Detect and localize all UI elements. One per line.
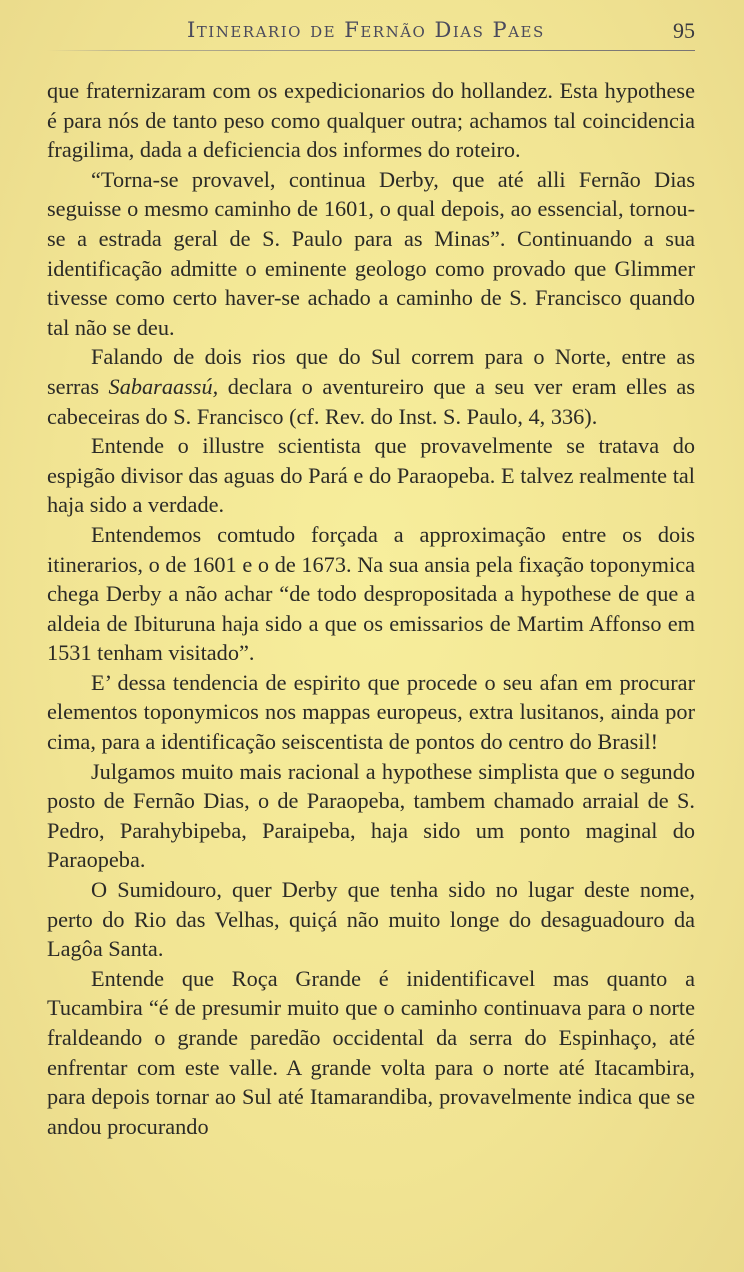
running-head <box>47 14 695 54</box>
paragraph: E’ dessa tendencia de espirito que procede o seu afan em procurar elementos toponymicos nos mappas europeus, extra lusitanos, ainda por cima, para a identificação seiscentista de pontos do centro do Brasil! <box>47 669 695 755</box>
paragraph: Entende que Roça Grande é inidentificavel mas quanto a Tucambira “é de presumir muito que o caminho continuava para o norte fraldeando o grande paredão occidental da serra do Espinhaço, até enfrentar com este valle. A grande volta para o norte até Itacambira, para depois tornar ao Sul até Itamarandiba, provavelmente indica que se andou procurando <box>47 965 695 1139</box>
book-page <box>47 0 695 1272</box>
running-title: Itinerario de Fernão Dias Paes <box>187 18 545 42</box>
italic-term: Sabaraassú, <box>108 373 219 399</box>
paragraph: que fraternizaram com os expedicionarios do hollandez. Esta hypothese é para nós de tanto peso como qualquer outra; achamos tal coincidencia fragilima, dada a deficiencia dos informes do roteiro. <box>47 78 695 163</box>
body-text <box>47 76 695 1141</box>
page-number: 95 <box>673 18 695 43</box>
paragraph: Julgamos muito mais racional a hypothese simplista que o segundo posto de Fernão Dias, o de Paraopeba, tambem chamado arraial de S. Pedro, Parahybipeba, Paraipeba, haja sido um ponto maginal do Paraopeba. <box>47 758 695 873</box>
paragraph: O Sumidouro, quer Derby que tenha sido no lugar deste nome, perto do Rio das Velhas, quiçá não muito longe do desaguadouro da Lagôa Santa. <box>47 877 695 962</box>
paragraph: Falando de dois rios que do Sul correm para o Norte, entre as serras Sabaraassú, declara o aventureiro que a seu ver eram elles as cabeceiras do S. Francisco (cf. Rev. do Inst. S. Paulo, 4, 336). <box>47 344 695 429</box>
paragraph: Entendemos comtudo forçada a approximação entre os dois itinerarios, o de 1601 e o de 1673. Na sua ansia pela fixação toponymica chega Derby a não achar “de todo despropositada a hypothese de que a aldeia de Ibituruna haja sido a que os emissarios de Martim Affonso em 1531 tenham visitado”. <box>47 521 695 666</box>
paragraph: “Torna-se provavel, continua Derby, que até alli Fernão Dias seguisse o mesmo caminho de 1601, o qual depois, ao essencial, tornou-se a estrada geral de S. Paulo para as Minas”. Continuando a sua identificação admitte o eminente geologo como provado que Glimmer tivesse como certo haver-se achado a caminho de S. Francisco quando tal não se deu. <box>47 166 695 340</box>
header-rule <box>47 50 695 51</box>
paragraph: Entende o illustre scientista que provavelmente se tratava do espigão divisor das aguas do Pará e do Paraopeba. E talvez realmente tal haja sido a verdade. <box>47 433 695 518</box>
